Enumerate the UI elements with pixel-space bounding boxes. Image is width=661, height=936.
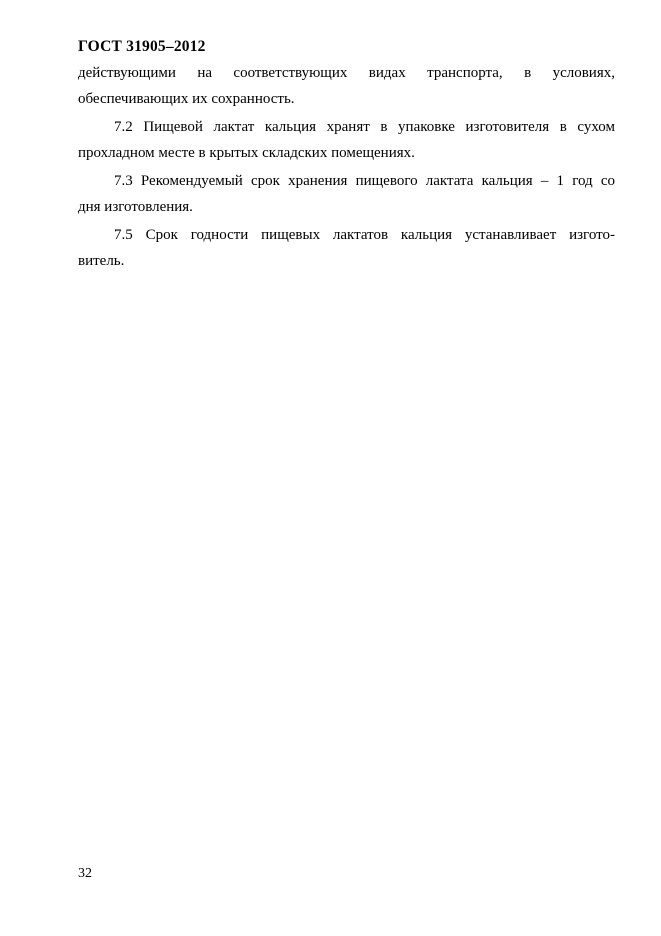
paragraph-line: 7.5 Срок годности пищевых лактатов кальция устанавливает изгото- xyxy=(114,227,615,243)
paragraph-7-5 xyxy=(78,222,615,274)
paragraph-transport-conditions xyxy=(78,60,615,112)
paragraph-line: 7.3 Рекомендуемый срок хранения пищевого лактата кальция – 1 год со xyxy=(114,173,615,189)
paragraph-line: витель. xyxy=(78,253,125,269)
paragraph-7-2 xyxy=(78,114,615,166)
paragraph-line: действующими на соответствующих видах транспорта, в условиях, xyxy=(78,65,615,81)
document-header: ГОСТ 31905–2012 xyxy=(78,38,206,55)
page-number: 32 xyxy=(78,866,92,881)
paragraph-line: прохладном месте в крытых складских помещениях. xyxy=(78,145,415,161)
paragraph-line: 7.2 Пищевой лактат кальция хранят в упаковке изготовителя в сухом xyxy=(114,119,615,135)
paragraph-line: обеспечивающих их сохранность. xyxy=(78,91,295,107)
paragraph-line: дня изготовления. xyxy=(78,199,193,215)
paragraph-7-3 xyxy=(78,168,615,220)
